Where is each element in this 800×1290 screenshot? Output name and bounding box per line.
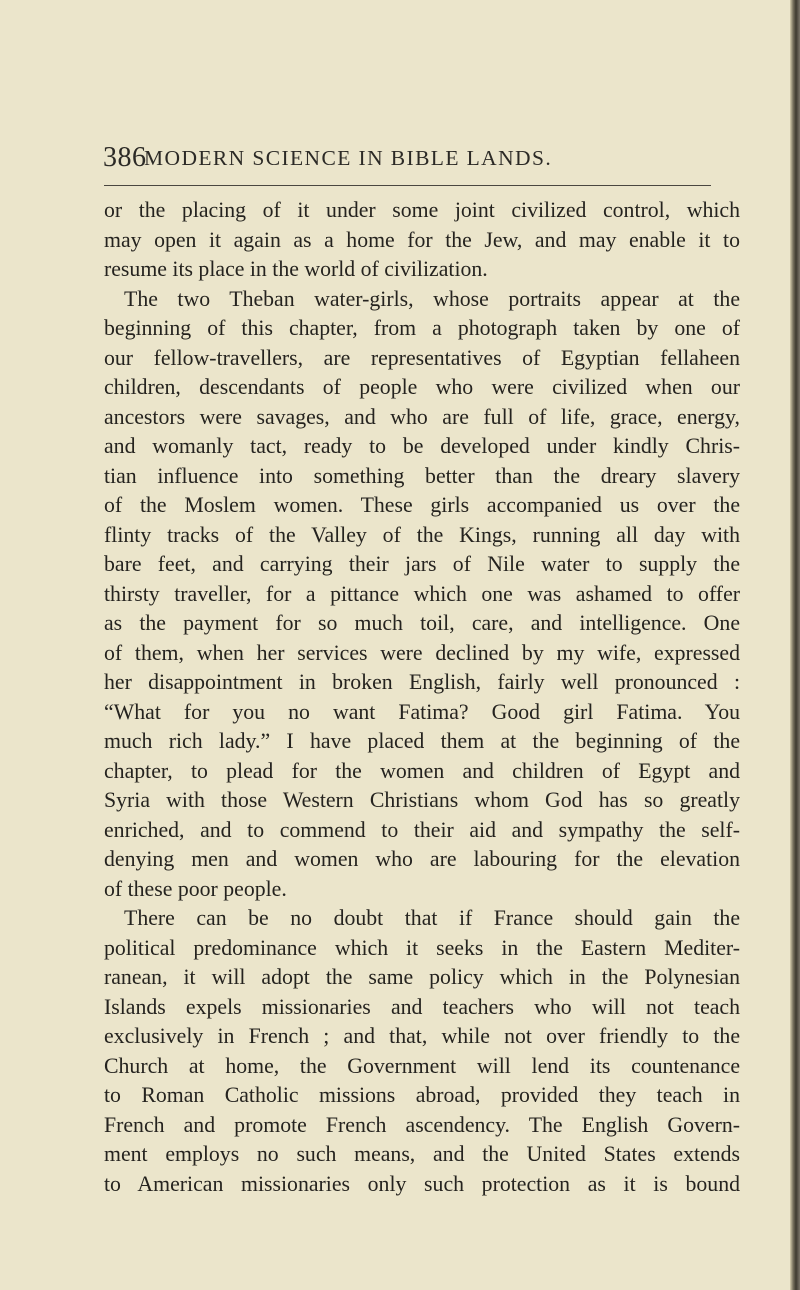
- text-line: her disappointment in broken English, fairly well pronounced :: [104, 670, 740, 694]
- text-line: resume its place in the world of civilization.: [104, 257, 488, 281]
- page-header: [103, 142, 713, 174]
- page-number: 386: [103, 142, 147, 173]
- text-line: and womanly tact, ready to be developed under kindly Chris-: [104, 434, 740, 458]
- text-line: ancestors were savages, and who are full of life, grace, energy,: [104, 404, 740, 429]
- text-line: or the placing of it under some joint civilized control, which: [104, 198, 740, 222]
- text-line: of the Moslem women. These girls accompanied us over the: [104, 493, 740, 517]
- text-line: There can be no doubt that if France should gain the: [124, 906, 740, 930]
- text-line: to American missionaries only such protection as it is bound: [104, 1171, 740, 1196]
- text-line: Syria with those Western Christians whom God has so greatly: [104, 788, 740, 812]
- text-line: Church at home, the Government will lend its countenance: [104, 1053, 740, 1078]
- text-line: Islands expels missionaries and teachers who will not teach: [104, 994, 740, 1019]
- text-line: thirsty traveller, for a pittance which one was ashamed to offer: [104, 581, 740, 606]
- text-line: political predominance which it seeks in the Eastern Mediter-: [104, 935, 740, 960]
- text-line: French and promote French ascendency. The English Govern-: [104, 1112, 740, 1137]
- body-text: [104, 196, 740, 1199]
- text-line: beginning of this chapter, from a photograph taken by one of: [104, 316, 740, 340]
- header-rule: [104, 185, 711, 186]
- text-line: chapter, to plead for the women and children of Egypt and: [104, 758, 740, 783]
- running-title: MODERN SCIENCE IN BIBLE LANDS.: [144, 146, 553, 170]
- text-line: exclusively in French ; and that, while not over friendly to the: [104, 1024, 740, 1048]
- text-line: ment employs no such means, and the United States extends: [104, 1142, 740, 1166]
- text-line: of these poor people.: [104, 876, 287, 901]
- text-line: of them, when her services were declined by my wife, expressed: [104, 640, 740, 665]
- text-line: enriched, and to commend to their aid and sympathy the self-: [104, 817, 740, 842]
- text-line: flinty tracks of the Valley of the Kings, running all day with: [104, 522, 740, 547]
- text-line: as the payment for so much toil, care, and intelligence. One: [104, 611, 740, 635]
- text-line: may open it again as a home for the Jew, and may enable it to: [104, 227, 740, 252]
- text-line: The two Theban water-girls, whose portraits appear at the: [124, 286, 740, 311]
- text-line: children, descendants of people who were civilized when our: [104, 375, 740, 399]
- text-line: much rich lady.” I have placed them at the beginning of the: [104, 729, 740, 753]
- text-line: tian influence into something better than the dreary slavery: [104, 463, 740, 488]
- text-line: “What for you no want Fatima? Good girl Fatima. You: [104, 699, 740, 724]
- page-edge-shadow: [790, 0, 800, 1290]
- text-line: to Roman Catholic missions abroad, provided they teach in: [104, 1083, 740, 1107]
- text-line: ranean, it will adopt the same policy which in the Polynesian: [104, 965, 740, 989]
- text-line: bare feet, and carrying their jars of Nile water to supply the: [104, 552, 740, 576]
- text-line: our fellow-travellers, are representatives of Egyptian fellaheen: [104, 345, 740, 370]
- text-line: denying men and women who are labouring for the elevation: [104, 847, 740, 871]
